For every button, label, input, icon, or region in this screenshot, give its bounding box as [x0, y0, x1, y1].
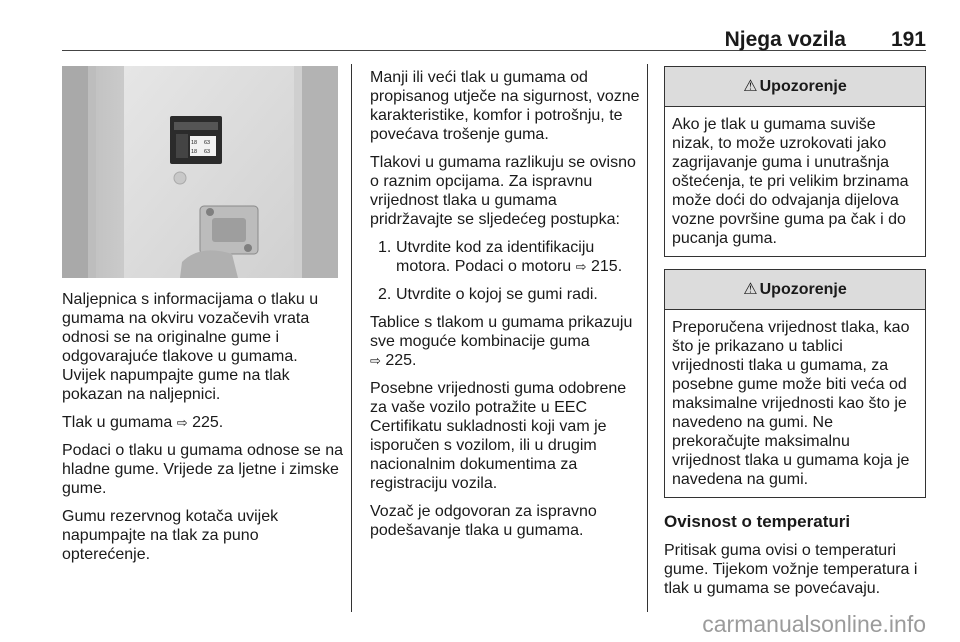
watermark: carmanualsonline.info	[702, 611, 926, 637]
paragraph: Pritisak guma ovisi o temperaturi gume. Tijekom vožnje temperatura i tlak u gumama se povećavaju.	[664, 542, 918, 597]
column-3	[664, 66, 926, 607]
warning-box	[664, 269, 926, 498]
paragraph: Podaci o tlaku u gumama odnose se na hladne gume. Vrijede za ljetne i zimske gume.	[62, 442, 344, 497]
label-value: 63	[204, 149, 211, 155]
section-heading: Ovisnost o temperaturi	[664, 512, 851, 531]
list-item: 2. Utvrdite o kojoj se gumi radi.	[378, 286, 598, 303]
paragraph-with-reference: Tablice s tlakom u gumama prikazuju sve moguće kombinacije guma ⇨ 225.	[370, 314, 633, 369]
column-2	[370, 68, 640, 549]
warning-box	[664, 66, 926, 257]
warning-header: ⚠ Upozorenje	[665, 270, 925, 310]
column-divider-2	[647, 64, 648, 612]
paragraph: Gumu rezervnog kotača uvijek napumpajte na tlak za puno opterećenje.	[62, 508, 279, 563]
tyre-pressure-label	[170, 116, 222, 164]
list-item: 1. Utvrdite kod za identifikaciju motora. Podaci o motoru ⇨ 215.	[378, 239, 623, 275]
label-value: 63	[204, 140, 211, 146]
warning-triangle-icon: ⚠	[743, 281, 758, 298]
reference-arrow-icon: ⇨	[176, 415, 188, 430]
paragraph: Naljepnica s informacijama o tlaku u gumama na okviru vozačevih vrata odnosi se na originalne gume i odgovarajuće tlakove u gumama. Uvijek napumpajte gume na tlak pokazan na naljepnici.	[62, 291, 319, 403]
page-header	[62, 26, 926, 51]
label-value: 18	[191, 140, 198, 146]
warning-header: ⚠ Upozorenje	[665, 67, 925, 107]
door-frame-illustration	[62, 66, 338, 278]
door-frame-photo	[62, 66, 338, 278]
reference-arrow-icon: ⇨	[575, 259, 587, 274]
page-number: 191	[890, 28, 926, 51]
column-divider-1	[351, 64, 352, 612]
paragraph-with-reference: Tlak u gumama ⇨ 225.	[62, 414, 224, 431]
warning-body: Preporučena vrijednost tlaka, kao što je prikazano u tablici vrijednosti tlaka u gumama, za posebne gume može biti veća od maksimalne vrijednosti kao što je navedeno na gumi. Ne prekoračujte maksimalnu vrijednost tlaka u gumama koja je navedena na gumi.	[672, 319, 910, 488]
label-value: 18	[191, 149, 198, 155]
paragraph: Vozač je odgovoran za ispravno podešavanje tlaka u gumama.	[370, 503, 597, 539]
column-1	[62, 290, 344, 573]
paragraph: Posebne vrijednosti guma odobrene za vaše vozilo potražite u EEC Certifikatu sukladnosti koji vam je isporučen s vozilom, ili u drugim nacionalnim dokumentima za registraciju vozila.	[370, 380, 627, 492]
reference-arrow-icon: ⇨	[370, 353, 381, 368]
header-title: Njega vozila	[724, 28, 846, 51]
paragraph: Manji ili veći tlak u gumama od propisanog utječe na sigurnost, vozne karakteristike, komfor i potrošnju, te povećava trošenje guma.	[370, 69, 640, 143]
warning-body: Ako je tlak u gumama suviše nizak, to može uzrokovati jako zagrijavanje guma i unutrašnja oštećenja, te pri velikim brzinama može doći do odvajanja dijelova vozne površine guma pa čak i do pucanja guma.	[672, 116, 909, 247]
warning-triangle-icon: ⚠	[743, 78, 758, 95]
paragraph: Tlakovi u gumama razlikuju se ovisno o raznim opcijama. Za ispravnu vrijednost tlaka u gumama pridržavajte se sljedećeg postupka:	[370, 154, 636, 228]
